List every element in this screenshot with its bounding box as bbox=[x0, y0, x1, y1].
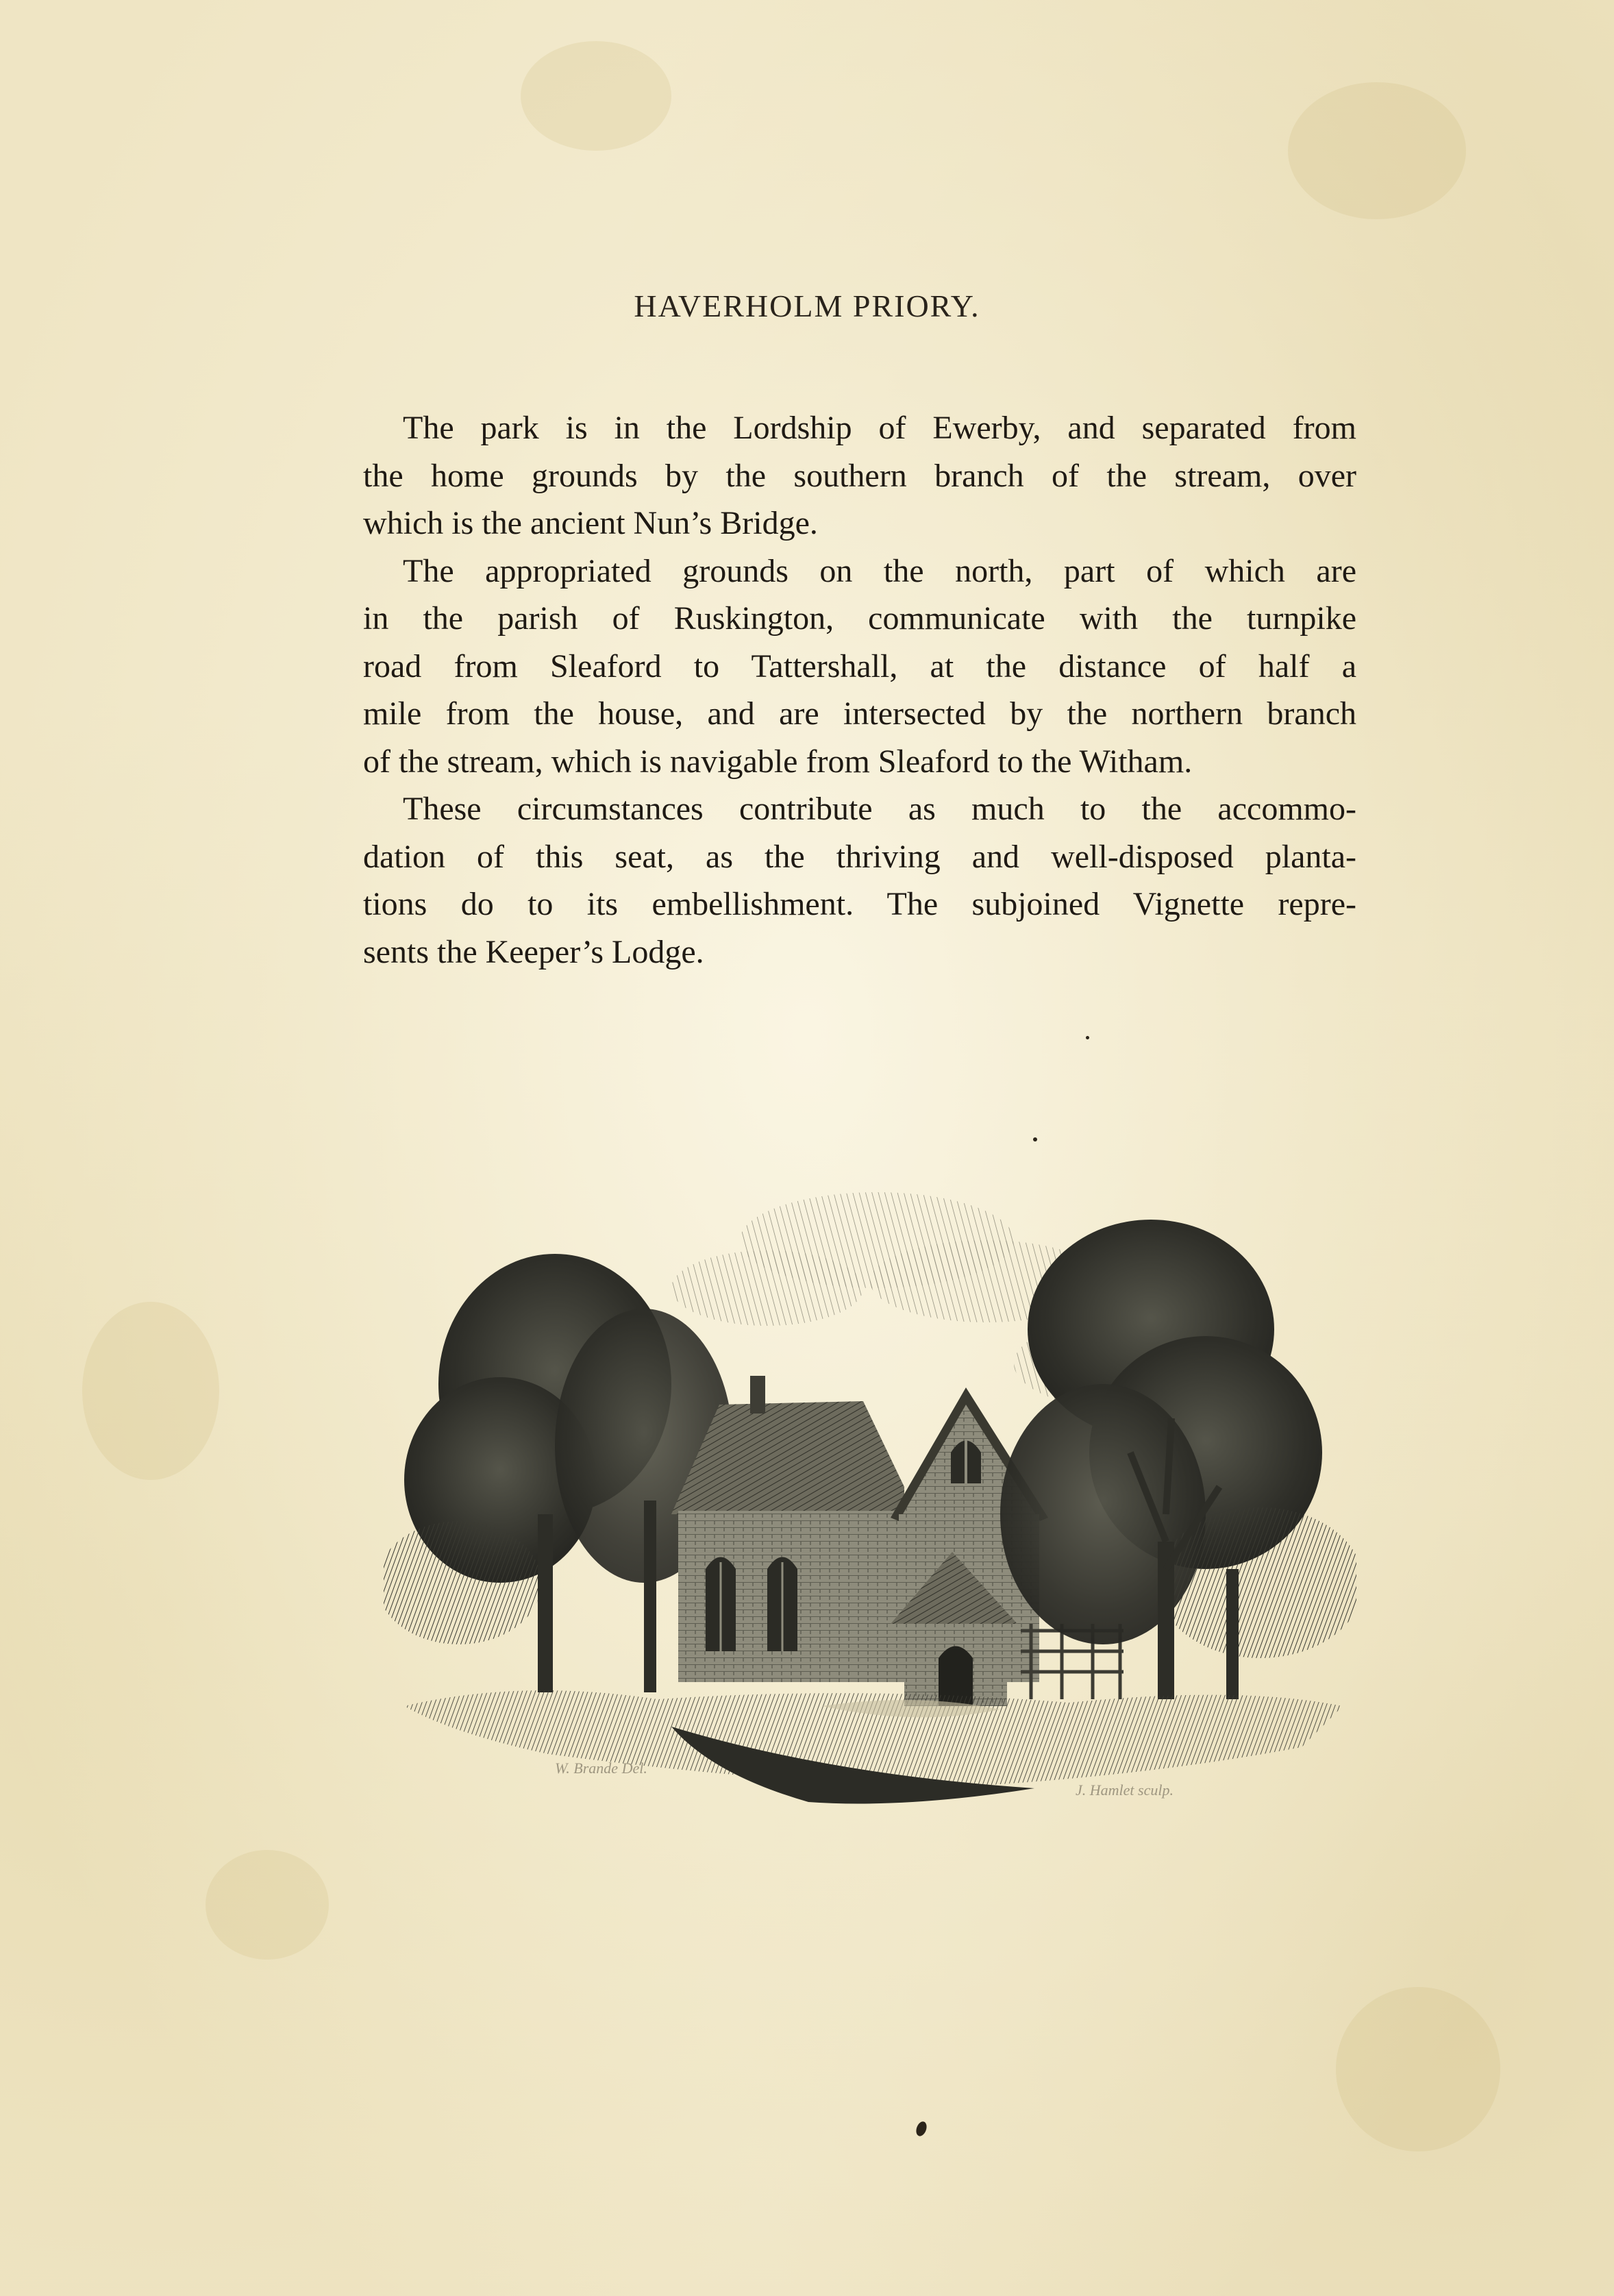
page-title: HAVERHOLM PRIORY. bbox=[634, 288, 980, 323]
ink-spot bbox=[1086, 1036, 1089, 1039]
text-line: mile from the house, and are intersected by the northern branch bbox=[363, 695, 1356, 732]
foxing-stain bbox=[206, 1850, 329, 1960]
paragraph-1 bbox=[363, 404, 1356, 547]
paragraph-3 bbox=[363, 785, 1356, 976]
engraving-illustration bbox=[384, 1158, 1356, 1836]
text-line: sents the Keeper’s Lodge. bbox=[363, 933, 704, 970]
ink-spot bbox=[1033, 1137, 1037, 1141]
ground bbox=[404, 1690, 1343, 1803]
paragraph-2 bbox=[363, 547, 1356, 786]
text-line: the home grounds by the southern branch of the stream, over bbox=[363, 457, 1356, 494]
text-line: in the parish of Ruskington, communicate with the turnpike bbox=[363, 600, 1356, 637]
foxing-stain bbox=[521, 41, 671, 151]
text-line: The appropriated grounds on the north, part of which are bbox=[403, 552, 1356, 589]
keepers-lodge-vignette bbox=[384, 1158, 1356, 1836]
body-text bbox=[363, 404, 1356, 976]
text-line: which is the ancient Nun’s Bridge. bbox=[363, 505, 818, 541]
engraving-credit-left: W. Brande Del. bbox=[555, 1760, 647, 1777]
text-line: These circumstances contribute as much to the accommo- bbox=[403, 791, 1356, 827]
right-trees bbox=[1000, 1220, 1356, 1699]
engraving-credit-right: J. Hamlet sculp. bbox=[1076, 1781, 1174, 1799]
foxing-stain bbox=[1288, 82, 1466, 219]
text-line: road from Sleaford to Tattershall, at the distance of half a bbox=[363, 647, 1356, 684]
text-line: dation of this seat, as the thriving and well-disposed planta- bbox=[363, 838, 1356, 875]
foxing-stain bbox=[1336, 1987, 1500, 2151]
text-line: The park is in the Lordship of Ewerby, and separated from bbox=[403, 410, 1356, 446]
text-line: of the stream, which is navigable from Sleaford to the Witham. bbox=[363, 743, 1193, 780]
text-line: tions do to its embellishment. The subjoined Vignette repre- bbox=[363, 886, 1356, 922]
foxing-stain bbox=[82, 1302, 219, 1480]
